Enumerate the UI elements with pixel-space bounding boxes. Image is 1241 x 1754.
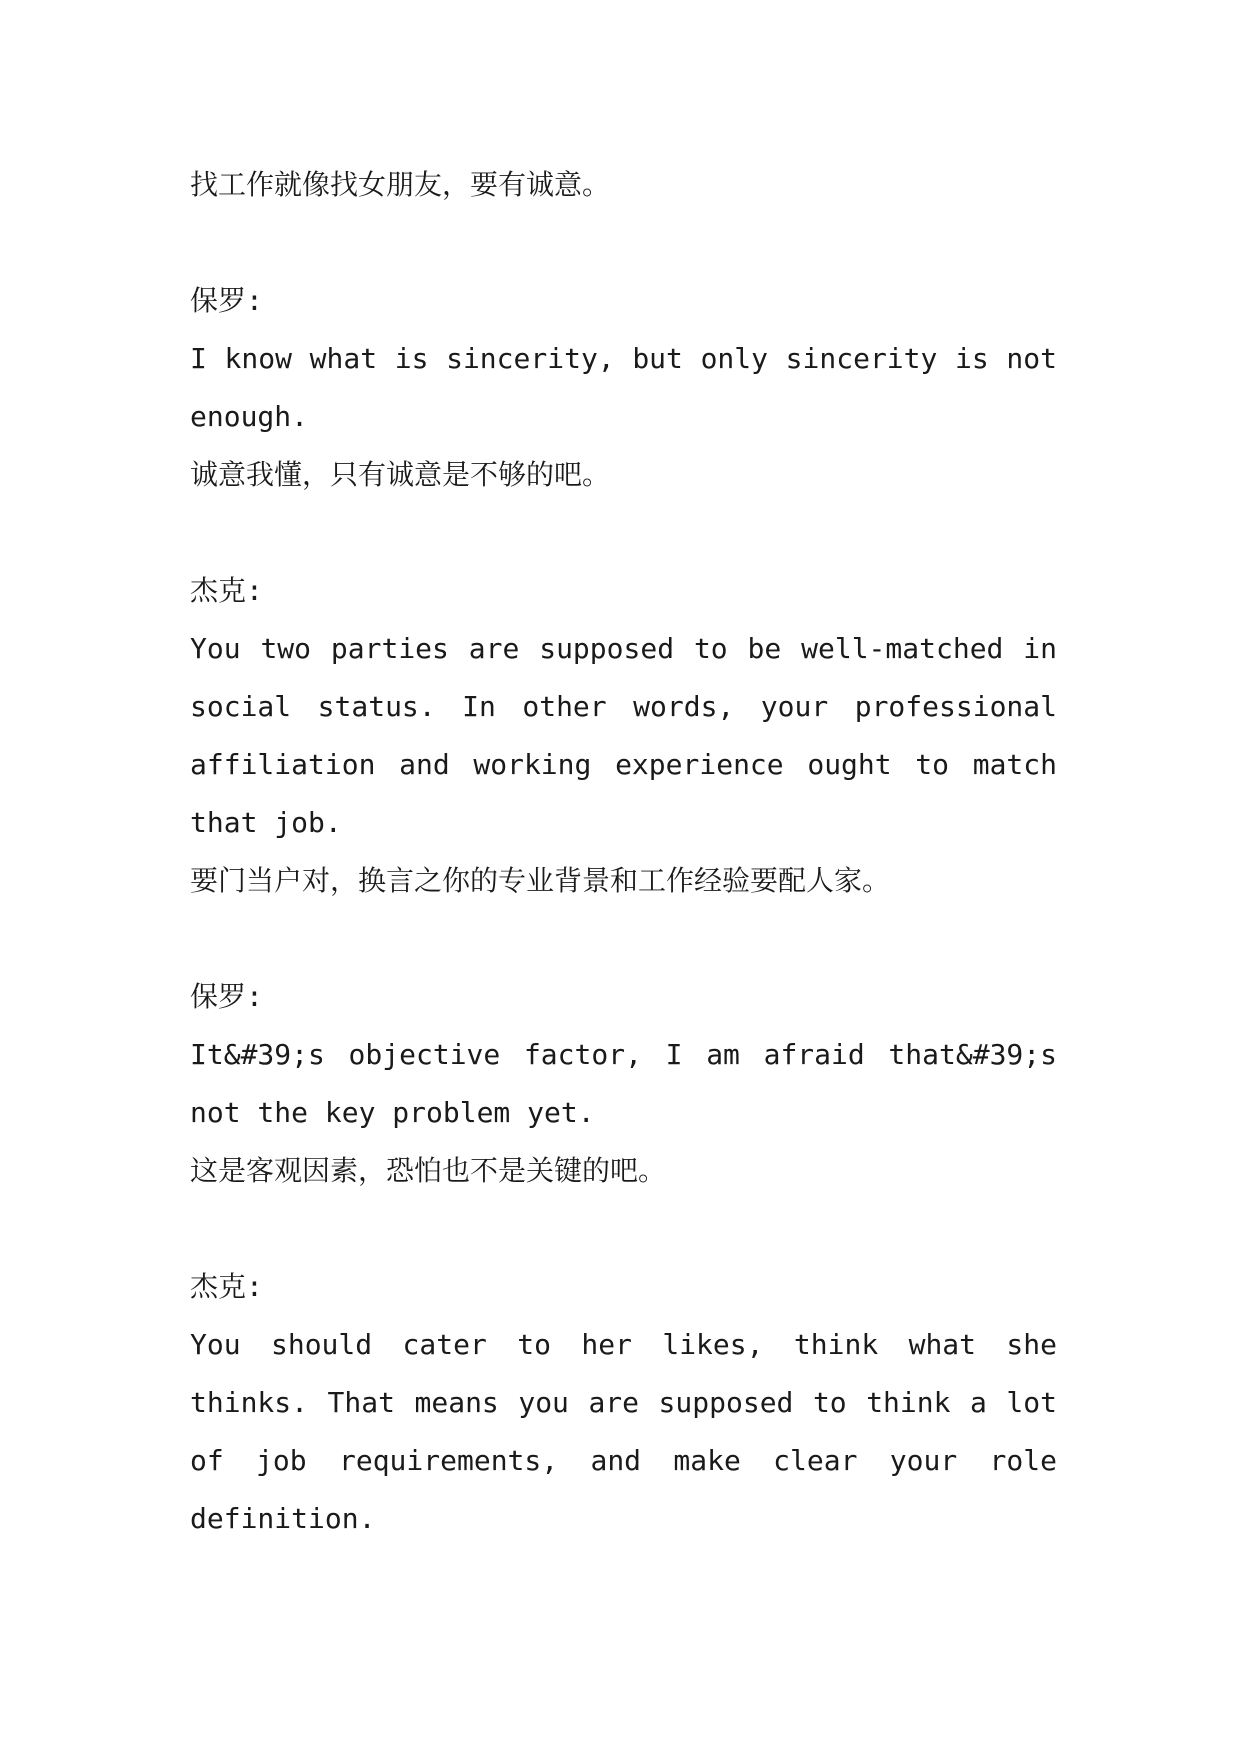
dialogue-block [190,1258,1074,1548]
intro-line: 找工作就像找女朋友，要有诚意。 [190,168,611,201]
speaker-label: 杰克: [190,574,263,607]
dialogue-block [190,272,1074,504]
english-text: I know what is sincerity, but only sincerity is not enough. [190,342,1074,433]
dialogue-block [190,968,1074,1200]
english-text: You should cater to her likes, think what she thinks. That means you are supposed to think a lot of job requirements, and make clear your role definition. [190,1328,1074,1535]
dialogue-block [190,562,1074,910]
speaker-label: 保罗: [190,284,263,317]
paragraph-gap [190,504,1057,562]
chinese-text: 这是客观因素，恐怕也不是关键的吧。 [190,1154,667,1187]
english-text: It&#39;s objective factor, I am afraid that&#39;s not the key problem yet. [190,1038,1074,1129]
english-text: You two parties are supposed to be well-matched in social status. In other words, your professional affiliation and working experience ought to match that job. [190,632,1074,839]
document-body [190,156,1074,1548]
chinese-text: 要门当户对，换言之你的专业背景和工作经验要配人家。 [190,864,891,897]
paragraph-gap [190,214,1057,272]
chinese-text: 诚意我懂，只有诚意是不够的吧。 [190,458,611,491]
paragraph-gap [190,910,1057,968]
paragraph-gap [190,1200,1057,1258]
speaker-label: 杰克: [190,1270,263,1303]
speaker-label: 保罗: [190,980,263,1013]
